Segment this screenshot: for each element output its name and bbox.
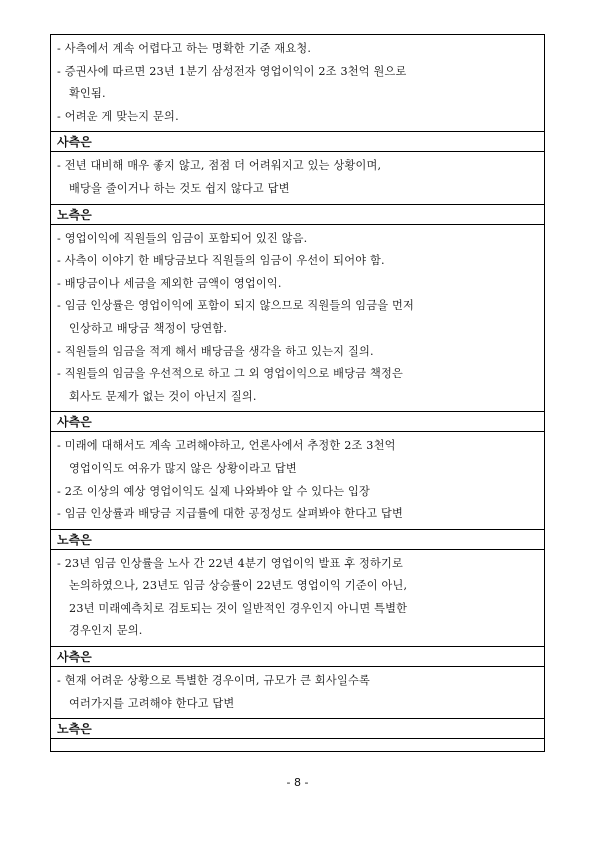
bullet-continuation: 논의하였으나, 23년도 임금 상승률이 22년도 영업이익 기준이 아닌,	[69, 579, 408, 593]
bullet-line: - 사측에서 계속 어렵다고 하는 명확한 기준 재요청.	[57, 42, 312, 55]
empty-section	[51, 739, 544, 751]
section-heading: 노측은	[51, 205, 544, 225]
section-body	[51, 432, 544, 529]
bullet-continuation: 경우인지 문의.	[69, 624, 143, 638]
section-heading: 사측은	[51, 647, 544, 667]
bullet-continuation: 배당을 줄이거나 하는 것도 쉽지 않다고 답변	[69, 181, 290, 195]
section-body	[51, 550, 544, 647]
section-heading: 노측은	[51, 530, 544, 550]
section-body	[51, 667, 544, 719]
document-table	[50, 34, 545, 752]
section-body	[51, 35, 544, 132]
bullet-line: - 증권사에 따르면 23년 1분기 삼성전자 영업이익이 2조 3천억 원으로	[57, 64, 407, 78]
section-body	[51, 225, 544, 413]
bullet-line: - 23년 임금 인상률을 노사 간 22년 4분기 영업이익 발표 후 정하기로	[57, 556, 404, 570]
bullet-line: - 어려운 게 맞는지 문의.	[57, 109, 179, 123]
bullet-line: - 현재 어려운 상황으로 특별한 경우이며, 규모가 큰 회사일수록	[57, 674, 370, 688]
bullet-line: - 2조 이상의 예상 영업이익도 실제 나와봐야 알 수 있다는 입장	[57, 484, 371, 498]
bullet-line: - 임금 인상률은 영업이익에 포함이 되지 않으므로 직원들의 임금을 먼저	[57, 299, 414, 313]
section-heading: 사측은	[51, 412, 544, 432]
section-body	[51, 152, 544, 204]
bullet-line: - 직원들의 임금을 적게 해서 배당금을 생각을 하고 있는지 질의.	[57, 344, 374, 358]
bullet-continuation: 여러가지를 고려해야 한다고 답변	[69, 696, 235, 710]
page-number: - 8 -	[286, 776, 309, 789]
bullet-continuation: 영업이익도 여유가 많지 않은 상황이라고 답변	[69, 461, 297, 475]
section-heading: 노측은	[51, 719, 544, 739]
bullet-line: - 영업이익에 직원들의 임금이 포함되어 있진 않음.	[57, 231, 308, 245]
bullet-line: - 임금 인상률과 배당금 지급률에 대한 공정성도 살펴봐야 한다고 답변	[57, 507, 403, 521]
bullet-continuation: 23년 미래예측치로 검토되는 것이 일반적인 경우인지 아니면 특별한	[69, 601, 408, 615]
bullet-continuation: 인상하고 배당금 책정이 당연함.	[69, 321, 228, 335]
bullet-continuation: 확인됨.	[69, 87, 106, 101]
bullet-line: - 직원들의 임금을 우선적으로 하고 그 외 영업이익으로 배당금 책정은	[57, 367, 403, 381]
bullet-line: - 전년 대비해 매우 좋지 않고, 점점 더 어려워지고 있는 상황이며,	[57, 159, 382, 173]
bullet-line: - 미래에 대해서도 계속 고려해야하고, 언론사에서 추정한 2조 3천억	[57, 439, 396, 453]
section-heading: 사측은	[51, 132, 544, 152]
bullet-continuation: 회사도 문제가 없는 것이 아닌지 질의.	[69, 389, 257, 403]
bullet-line: - 배당금이나 세금을 제외한 금액이 영업이익.	[57, 276, 282, 290]
bullet-line: - 사측이 이야기 한 배당금보다 직원들의 임금이 우선이 되어야 함.	[57, 254, 385, 268]
